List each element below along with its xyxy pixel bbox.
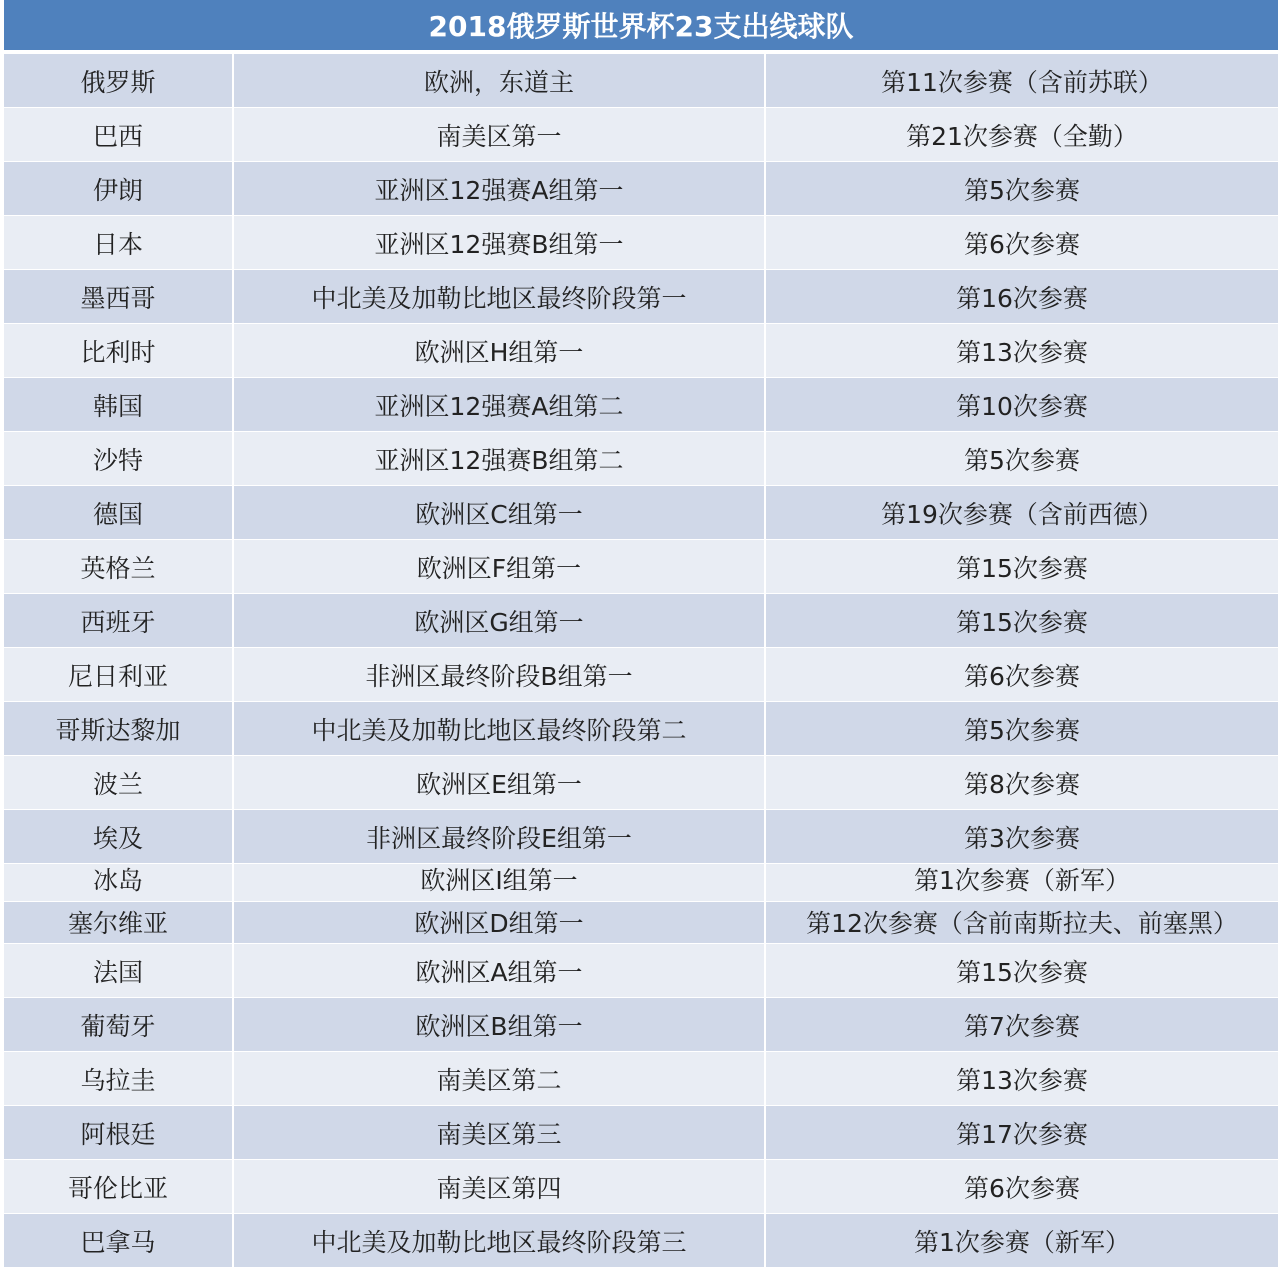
appearances-cell: 第5次参赛 [964, 715, 1080, 745]
team-cell: 塞尔维亚 [4, 902, 234, 943]
team-cell: 波兰 [4, 756, 234, 809]
table-row [4, 162, 1278, 216]
qualification-cell: 中北美及加勒比地区最终阶段第一 [234, 270, 766, 323]
table-row [4, 1106, 1278, 1160]
qualification-cell: 欧洲区C组第一 [234, 486, 766, 539]
qualification-cell: 亚洲区12强赛A组第二 [234, 378, 766, 431]
team-cell: 比利时 [4, 324, 234, 377]
appearances-cell: 第8次参赛 [964, 769, 1080, 799]
qualification-cell: 南美区第二 [234, 1052, 766, 1105]
appearances-cell: 第16次参赛 [956, 283, 1088, 313]
appearances-cell: 第11次参赛（含前苏联） [881, 67, 1163, 97]
qualification-cell: 欧洲区D组第一 [234, 902, 766, 943]
qualification-cell: 欧洲区A组第一 [234, 944, 766, 997]
team-cell: 日本 [4, 216, 234, 269]
table-row [4, 648, 1278, 702]
appearances-cell: 第10次参赛 [956, 391, 1088, 421]
table-row [4, 270, 1278, 324]
table-row [4, 864, 1278, 902]
appearances-cell: 第1次参赛（新军） [914, 866, 1130, 895]
table-row [4, 1160, 1278, 1214]
team-cell: 沙特 [4, 432, 234, 485]
qualification-cell: 欧洲区E组第一 [234, 756, 766, 809]
table-row [4, 1214, 1278, 1268]
qualification-cell: 欧洲，东道主 [234, 54, 766, 107]
qualification-cell: 非洲区最终阶段E组第一 [234, 810, 766, 863]
team-cell: 巴拿马 [4, 1214, 234, 1267]
table-row [4, 1052, 1278, 1106]
appearances-cell: 第21次参赛（全勤） [906, 121, 1138, 151]
qualification-cell: 南美区第四 [234, 1160, 766, 1213]
team-cell: 法国 [4, 944, 234, 997]
table-row [4, 54, 1278, 108]
team-cell: 西班牙 [4, 594, 234, 647]
team-cell: 哥斯达黎加 [4, 702, 234, 755]
table-row [4, 324, 1278, 378]
team-cell: 英格兰 [4, 540, 234, 593]
table-title: 2018俄罗斯世界杯23支出线球队 [4, 0, 1278, 54]
table-row [4, 540, 1278, 594]
appearances-cell: 第3次参赛 [964, 823, 1080, 853]
appearances-cell: 第15次参赛 [956, 607, 1088, 637]
appearances-cell: 第6次参赛 [964, 1173, 1080, 1203]
table-row [4, 944, 1278, 998]
appearances-cell: 第13次参赛 [956, 1065, 1088, 1095]
table-row [4, 902, 1278, 944]
team-cell: 乌拉圭 [4, 1052, 234, 1105]
qualification-cell: 欧洲区F组第一 [234, 540, 766, 593]
appearances-cell: 第6次参赛 [964, 229, 1080, 259]
table-row [4, 486, 1278, 540]
table-row [4, 378, 1278, 432]
appearances-cell: 第17次参赛 [956, 1119, 1088, 1149]
appearances-cell: 第1次参赛（新军） [914, 1227, 1130, 1257]
table-row [4, 216, 1278, 270]
qualification-cell: 南美区第三 [234, 1106, 766, 1159]
qualification-cell: 亚洲区12强赛B组第二 [234, 432, 766, 485]
team-cell: 墨西哥 [4, 270, 234, 323]
table-row [4, 756, 1278, 810]
table-row [4, 432, 1278, 486]
appearances-cell: 第15次参赛 [956, 553, 1088, 583]
appearances-cell: 第12次参赛（含前南斯拉夫、前塞黑） [806, 909, 1238, 938]
qualification-cell: 非洲区最终阶段B组第一 [234, 648, 766, 701]
team-cell: 巴西 [4, 108, 234, 161]
team-cell: 德国 [4, 486, 234, 539]
appearances-cell: 第5次参赛 [964, 445, 1080, 475]
appearances-cell: 第19次参赛（含前西德） [881, 499, 1163, 529]
qualification-cell: 亚洲区12强赛A组第一 [234, 162, 766, 215]
team-cell: 韩国 [4, 378, 234, 431]
table-row [4, 702, 1278, 756]
teams-table [4, 54, 1278, 1268]
team-cell: 哥伦比亚 [4, 1160, 234, 1213]
team-cell: 葡萄牙 [4, 998, 234, 1051]
table-row [4, 998, 1278, 1052]
qualified-teams-sheet [4, 0, 1278, 1272]
table-row [4, 108, 1278, 162]
appearances-cell: 第7次参赛 [964, 1011, 1080, 1041]
appearances-cell: 第6次参赛 [964, 661, 1080, 691]
qualification-cell: 欧洲区G组第一 [234, 594, 766, 647]
qualification-cell: 中北美及加勒比地区最终阶段第三 [234, 1214, 766, 1267]
qualification-cell: 中北美及加勒比地区最终阶段第二 [234, 702, 766, 755]
team-cell: 冰岛 [4, 864, 234, 901]
qualification-cell: 欧洲区B组第一 [234, 998, 766, 1051]
team-cell: 伊朗 [4, 162, 234, 215]
team-cell: 尼日利亚 [4, 648, 234, 701]
appearances-cell: 第5次参赛 [964, 175, 1080, 205]
team-cell: 俄罗斯 [4, 54, 234, 107]
qualification-cell: 欧洲区I组第一 [234, 864, 766, 901]
appearances-cell: 第13次参赛 [956, 337, 1088, 367]
table-row [4, 594, 1278, 648]
team-cell: 阿根廷 [4, 1106, 234, 1159]
appearances-cell: 第15次参赛 [956, 957, 1088, 987]
qualification-cell: 欧洲区H组第一 [234, 324, 766, 377]
table-row [4, 810, 1278, 864]
qualification-cell: 亚洲区12强赛B组第一 [234, 216, 766, 269]
team-cell: 埃及 [4, 810, 234, 863]
qualification-cell: 南美区第一 [234, 108, 766, 161]
